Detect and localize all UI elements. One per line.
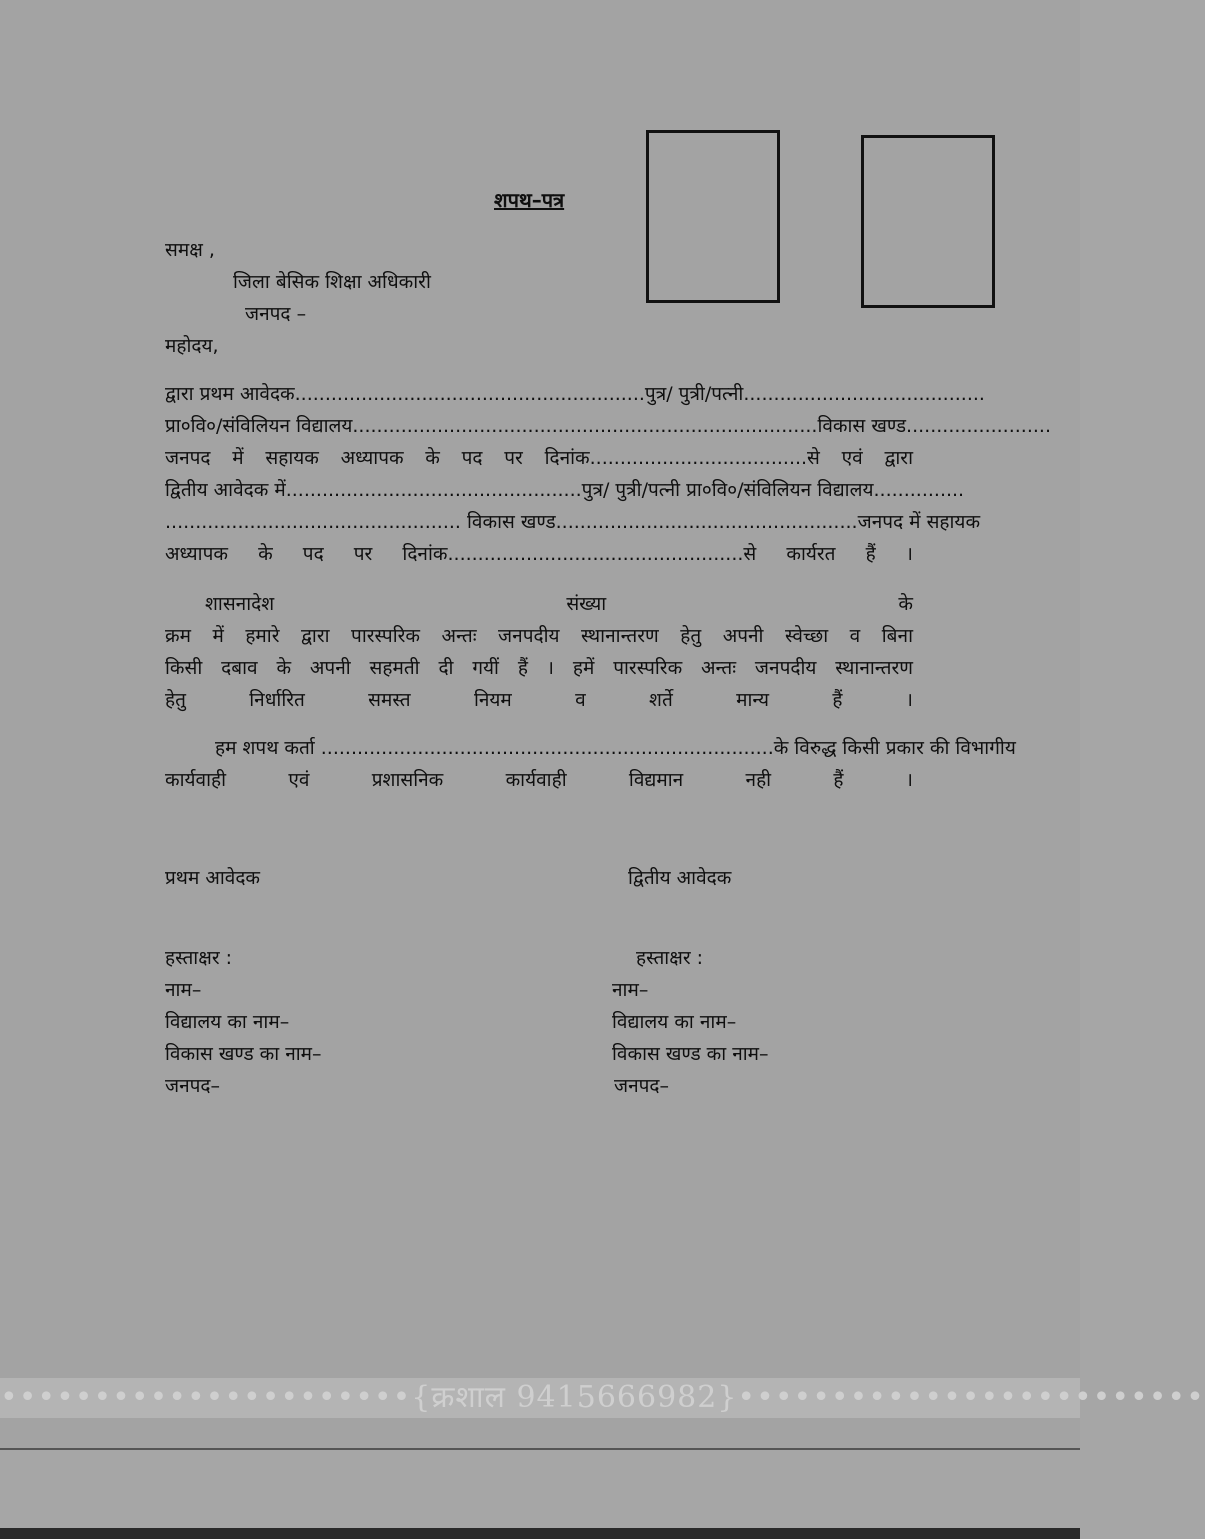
para2-line3 xyxy=(165,652,913,684)
para2-line2 xyxy=(165,620,913,652)
para1-line6 xyxy=(165,538,913,570)
paragraph-declaration xyxy=(165,732,1016,796)
paragraph-applicants xyxy=(165,378,1052,570)
text-segment: कार्यवाही एवं प्रशासनिक कार्यवाही विद्यमान नही हैं । xyxy=(165,769,913,791)
photo-box-first-applicant xyxy=(646,130,780,303)
para1-line4 xyxy=(165,474,965,506)
text-segment: हम शपथ कर्ता ...........................................................................के विरुद्ध किसी प्रकार की विभागीय xyxy=(215,737,1016,759)
navigation-bar xyxy=(0,1528,1080,1539)
para3-line2 xyxy=(165,764,913,796)
first-sign-label: हस्ताक्षर : xyxy=(165,947,233,969)
second-applicant-heading: द्वितीय आवेदक xyxy=(628,867,732,889)
addressee-officer: जिला बेसिक शिक्षा अधिकारी xyxy=(233,271,431,293)
para3-line1 xyxy=(165,732,1016,764)
text-segment: शासनादेश संख्या xyxy=(205,593,607,615)
para2-line4 xyxy=(165,684,913,716)
text-segment: प्रा०वि०/संविलियन विद्यालय.............................................................................विकास खण्ड........................ xyxy=(165,415,1052,437)
second-sign-label: हस्ताक्षर : xyxy=(636,947,704,969)
second-block-label: विकास खण्ड का नाम– xyxy=(612,1043,769,1065)
watermark-strip: ••••••••••••••••••••••{क्रशाल 9415666982}••••••••••••••••••••••••• xyxy=(0,1378,1080,1418)
paragraph-government-order xyxy=(165,588,913,716)
para1-line1 xyxy=(165,378,985,410)
first-school-label: विद्यालय का नाम– xyxy=(165,1011,290,1033)
first-block-label: विकास खण्ड का नाम– xyxy=(165,1043,322,1065)
second-name-label: नाम– xyxy=(612,979,649,1001)
para1-line2 xyxy=(165,410,1052,442)
text-segment: हेतु निर्धारित समस्त नियम व शर्ते मान्य हैं । xyxy=(165,689,913,711)
first-district-label: जनपद– xyxy=(165,1075,221,1097)
text-segment: प्रथम xyxy=(199,383,234,405)
text-segment: द्वारा xyxy=(165,383,194,405)
text-segment: अध्यापक के पद पर दिनांक.................................................से कार्यरत हैं । xyxy=(165,543,913,565)
second-district-label: जनपद– xyxy=(614,1075,670,1097)
salutation: महोदय, xyxy=(165,335,219,357)
para1-line5 xyxy=(165,506,981,538)
document-title: शपथ–पत्र xyxy=(494,188,565,212)
text-segment: द्वितीय आवेदक में.................................................पुत्र/ पुत्री/पत्नी प्रा०वि०/संविलियन विद्यालय............... xyxy=(165,479,965,501)
second-school-label: विद्यालय का नाम– xyxy=(612,1011,737,1033)
photo-box-second-applicant xyxy=(861,135,995,308)
text-segment: किसी दबाव के अपनी सहमती दी गयीं हैं । हमें पारस्परिक अन्तः जनपदीय स्थानान्तरण xyxy=(165,657,913,679)
text-segment: विकास खण्ड..................................................जनपद xyxy=(467,511,904,533)
text-segment: के xyxy=(898,593,913,615)
text-segment: में सहायक xyxy=(909,511,981,533)
viewer-bottom-area xyxy=(0,1450,1080,1528)
text-segment: में सहायक अध्यापक के पद पर दिनांक....................................से एवं द्वारा xyxy=(232,447,913,469)
para1-line3 xyxy=(165,442,913,474)
text-segment: पुत्री/पत्नी........................................ xyxy=(678,383,985,405)
text-segment: जनपद xyxy=(165,447,211,469)
text-segment: ................................................. xyxy=(165,511,461,533)
first-name-label: नाम– xyxy=(165,979,202,1001)
text-segment: क्रम में हमारे द्वारा पारस्परिक अन्तः जनपदीय स्थानान्तरण हेतु अपनी स्वेच्छा व बिना xyxy=(165,625,913,647)
addressee-samaksh: समक्ष , xyxy=(165,239,215,261)
text-segment: आवेदक..........................................................पुत्र/ xyxy=(239,383,673,405)
first-applicant-heading: प्रथम आवेदक xyxy=(165,867,261,889)
para2-line1 xyxy=(165,588,913,620)
addressee-janpad: जनपद – xyxy=(245,303,307,325)
